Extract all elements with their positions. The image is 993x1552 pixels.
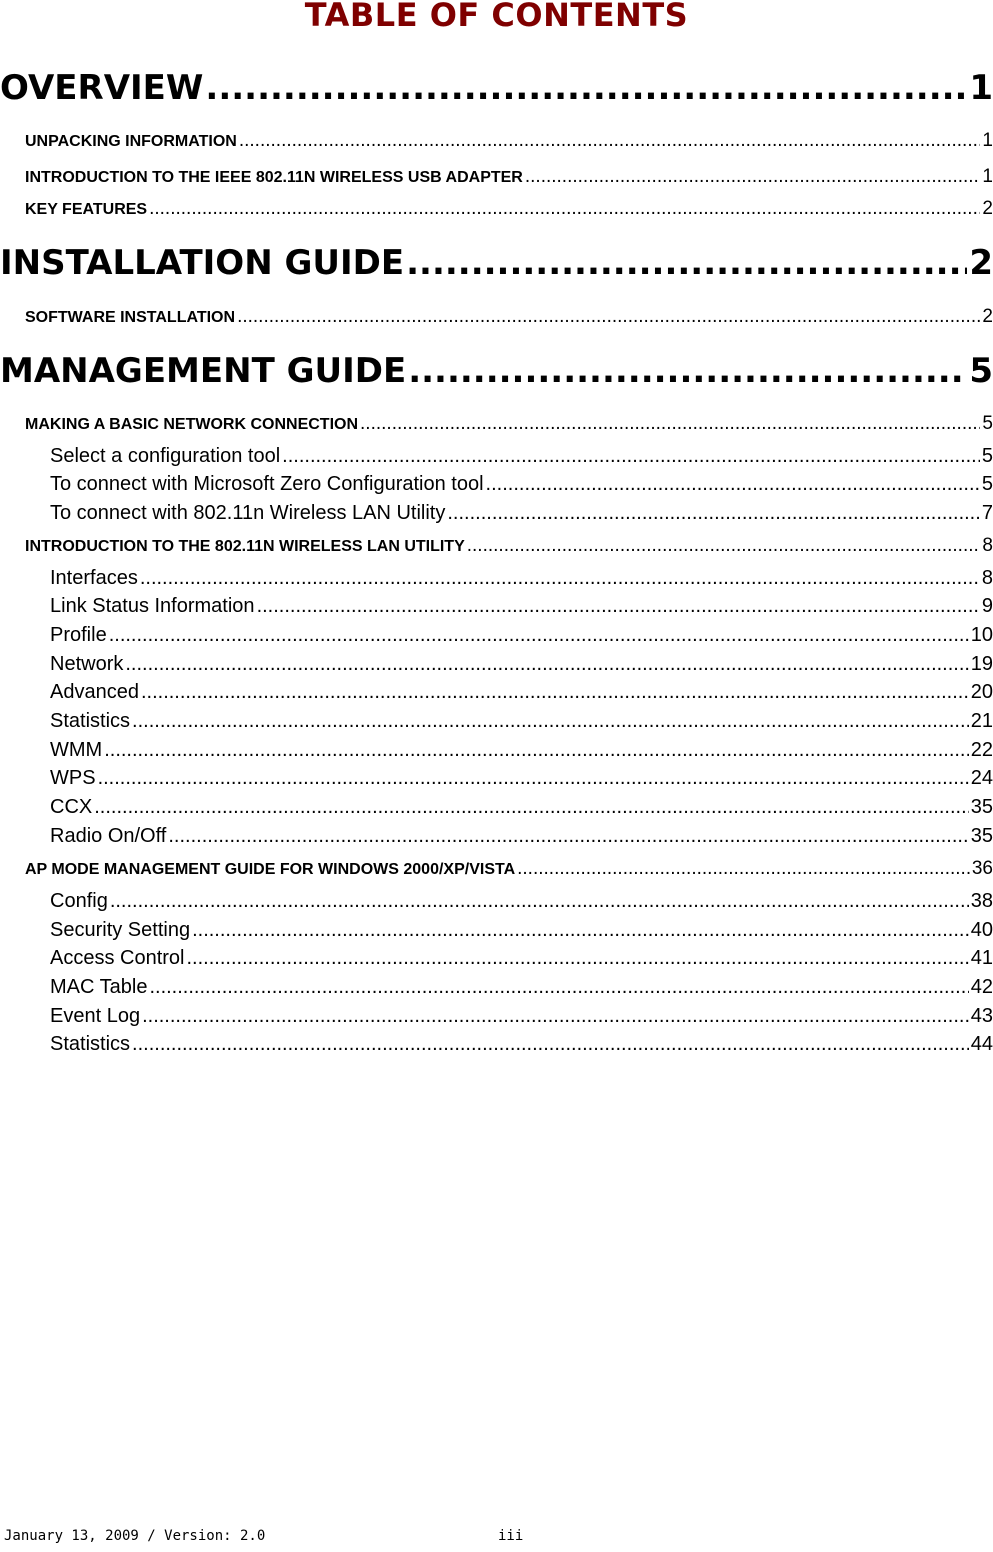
toc-entry-text: MAKING A BASIC NETWORK CONNECTION [25, 416, 359, 433]
dot-leader [132, 1030, 969, 1058]
dot-leader [237, 304, 980, 330]
toc-page-number: 9 [981, 595, 993, 617]
dot-leader [486, 470, 980, 498]
toc-entry-text: Interfaces [50, 567, 138, 589]
toc-entry-installation-guide[interactable] [0, 240, 993, 286]
toc-page-number: 44 [970, 1033, 993, 1055]
dot-leader [525, 164, 981, 190]
dot-leader [408, 348, 967, 394]
toc-entry-link-status-information[interactable] [50, 592, 993, 620]
toc-page-number: 35 [970, 825, 993, 847]
toc-entry-text: INTRODUCTION TO THE 802.11N WIRELESS LAN UTILITY [25, 538, 465, 555]
toc-entry-text: INSTALLATION GUIDE [0, 243, 405, 283]
toc-entry-statistics[interactable] [50, 707, 993, 735]
toc-entry-config[interactable] [50, 887, 993, 915]
toc-entry-wmm[interactable] [50, 736, 993, 764]
toc-entry-software-installation[interactable] [25, 304, 993, 330]
footer-date-version: January 13, 2009 / Version: 2.0 [4, 1528, 266, 1544]
toc-page-number: 1 [969, 68, 993, 108]
toc-entry-ccx[interactable] [50, 793, 993, 821]
dot-leader [239, 128, 981, 154]
dot-leader [104, 736, 969, 764]
toc-page-number: 8 [982, 535, 993, 556]
toc-entry-text: To connect with Microsoft Zero Configuration tool [50, 473, 484, 495]
toc-entry-network[interactable] [50, 650, 993, 678]
toc-entry-profile[interactable] [50, 621, 993, 649]
toc-page-number: 41 [970, 947, 993, 969]
dot-leader [141, 678, 969, 706]
toc-entry-overview[interactable] [0, 65, 993, 111]
toc-page-number: 40 [970, 919, 993, 941]
toc-entry-text: Profile [50, 624, 107, 646]
toc-entry-text: Access Control [50, 947, 185, 969]
toc-page-number: 1 [982, 166, 993, 187]
toc-entry-text: Advanced [50, 681, 139, 703]
toc-entry-text: MANAGEMENT GUIDE [0, 351, 407, 391]
toc-entry-interfaces[interactable] [50, 564, 993, 592]
toc-entry-basic-network-connection[interactable] [25, 411, 993, 437]
toc-entry-text: KEY FEATURES [25, 201, 148, 218]
dot-leader [94, 793, 969, 821]
toc-page-number: 7 [981, 502, 993, 524]
dot-leader [132, 707, 969, 735]
toc-page-number: 24 [970, 767, 993, 789]
toc-entry-text: AP MODE MANAGEMENT GUIDE FOR WINDOWS 2000/XP/VISTA [25, 861, 516, 878]
toc-entry-text: SOFTWARE INSTALLATION [25, 309, 236, 326]
toc-entry-text: To connect with 802.11n Wireless LAN Utility [50, 502, 446, 524]
toc-page-number: 2 [982, 306, 993, 327]
toc-entry-text: Network [50, 653, 124, 675]
dot-leader [257, 592, 980, 620]
toc-page-number: 1 [982, 130, 993, 151]
dot-leader [110, 887, 969, 915]
toc-page-number: 38 [970, 890, 993, 912]
dot-leader [149, 973, 968, 1001]
dot-leader [360, 411, 980, 437]
toc-entry-unpacking-information[interactable] [25, 128, 993, 154]
toc-entry-text: INTRODUCTION TO THE IEEE 802.11N WIRELESS USB ADAPTER [25, 169, 523, 186]
toc-entry-wps[interactable] [50, 764, 993, 792]
toc-entry-introduction-wireless-lan-utility[interactable] [25, 533, 993, 559]
toc-page-number: 35 [970, 796, 993, 818]
dot-leader [406, 240, 967, 286]
toc-page-number: 5 [982, 413, 993, 434]
toc-page-number: 36 [971, 858, 993, 879]
toc-page-number: 10 [970, 624, 993, 646]
footer-page-number: iii [498, 1528, 524, 1544]
dot-leader [125, 650, 968, 678]
toc-entry-text: CCX [50, 796, 93, 818]
toc-entry-text: OVERVIEW [0, 68, 204, 108]
toc-entry-ap-statistics[interactable] [50, 1030, 993, 1058]
toc-entry-event-log[interactable] [50, 1002, 993, 1030]
toc-entry-select-configuration-tool[interactable] [50, 442, 993, 470]
toc-entry-text: Link Status Information [50, 595, 255, 617]
toc-page-number: 8 [981, 567, 993, 589]
dot-leader [140, 564, 980, 592]
toc-entry-wireless-lan-utility-connect[interactable] [50, 499, 993, 527]
dot-leader [192, 916, 969, 944]
toc-entry-text: MAC Table [50, 976, 148, 998]
toc-entry-text: Statistics [50, 1033, 131, 1055]
toc-entry-text: Security Setting [50, 919, 191, 941]
toc-entry-text: Statistics [50, 710, 131, 732]
toc-page-number: 5 [969, 351, 993, 391]
toc-page-number: 21 [970, 710, 993, 732]
dot-leader [447, 499, 980, 527]
toc-entry-text: Config [50, 890, 108, 912]
toc-entry-management-guide[interactable] [0, 348, 993, 394]
toc-page-number: 2 [982, 198, 993, 219]
toc-entry-security-setting[interactable] [50, 916, 993, 944]
toc-page-number: 5 [981, 473, 993, 495]
toc-title: TABLE OF CONTENTS [304, 0, 689, 34]
toc-entry-text: WPS [50, 767, 96, 789]
toc-page-number: 2 [969, 243, 993, 283]
toc-entry-access-control[interactable] [50, 944, 993, 972]
toc-entry-text: Radio On/Off [50, 825, 167, 847]
toc-entry-text: Event Log [50, 1005, 141, 1027]
toc-entry-text: WMM [50, 739, 103, 761]
dot-leader [187, 944, 969, 972]
dot-leader [205, 65, 967, 111]
toc-entry-advanced[interactable] [50, 678, 993, 706]
toc-entry-radio-on-off[interactable] [50, 822, 993, 850]
dot-leader [168, 822, 968, 850]
dot-leader [517, 856, 970, 882]
toc-entry-key-features[interactable] [25, 196, 993, 222]
toc-entry-mac-table[interactable] [50, 973, 993, 1001]
toc-page-number: 19 [970, 653, 993, 675]
toc-entry-introduction-usb-adapter[interactable] [25, 164, 993, 190]
toc-page-number: 43 [970, 1005, 993, 1027]
dot-leader [98, 764, 969, 792]
toc-entry-text: Select a configuration tool [50, 445, 281, 467]
toc-page-number: 22 [970, 739, 993, 761]
dot-leader [142, 1002, 969, 1030]
dot-leader [282, 442, 980, 470]
toc-entry-ap-mode-management-guide[interactable] [25, 856, 993, 882]
toc-entry-microsoft-zero-config[interactable] [50, 470, 993, 498]
toc-page-number: 20 [970, 681, 993, 703]
toc-page-number: 5 [981, 445, 993, 467]
dot-leader [109, 621, 969, 649]
toc-entry-text: UNPACKING INFORMATION [25, 133, 237, 150]
dot-leader [467, 533, 981, 559]
dot-leader [149, 196, 980, 222]
toc-page-number: 42 [970, 976, 993, 998]
